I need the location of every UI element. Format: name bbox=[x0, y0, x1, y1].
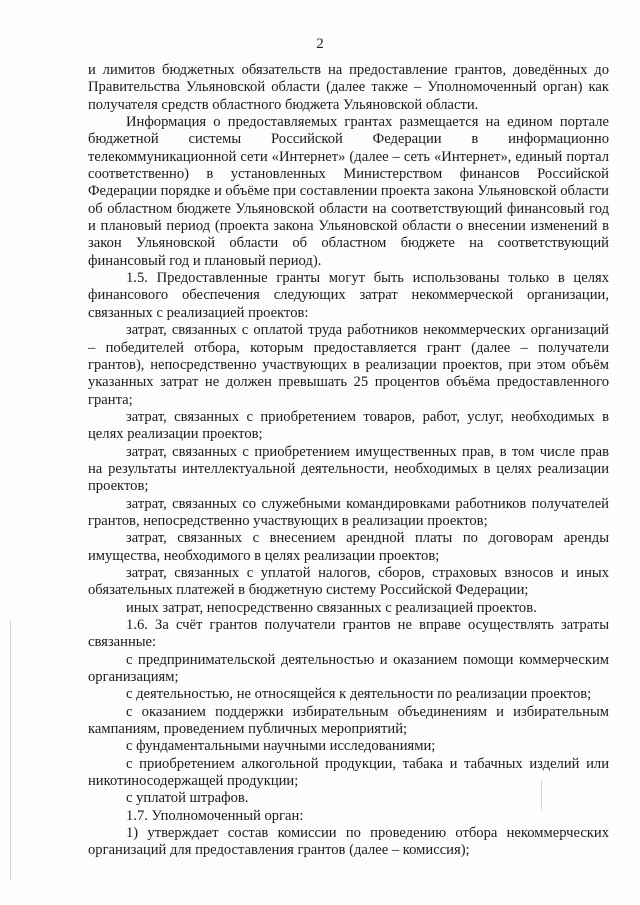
list-item: с уплатой штрафов. bbox=[126, 790, 249, 807]
list-item: затрат, связанных со служебными командировками работников получателей грантов, непосредственно участвующих в реализации проектов; bbox=[88, 495, 609, 529]
paragraph: и лимитов бюджетных обязательств на предоставление грантов, доведённых до Правительства Ульяновской области (далее также – Уполномоченный орган) как получателя средств областного бюджета Ульяновской области. bbox=[88, 62, 609, 113]
page-number: 2 bbox=[316, 36, 324, 52]
paragraph: Информация о предоставляемых грантах размещается на едином портале бюджетной системы Российской Федерации в информационно телекоммуникационной сети «Интернет» (далее – сеть «Интернет», единый портал соответственно) в установленных Министерством финансов Российской Федерации порядке и объёме при составлении проекта закона Ульяновской области об областном бюджете Ульяновской области на соответствующий финансовый год и плановый период (проекта закона Ульяновской области о внесении изменений в закон Ульяновской области об областном бюджете на соответствующий финансовый год и плановый период). bbox=[88, 114, 609, 269]
list-item: затрат, связанных с внесением арендной платы по договорам аренды имущества, необходимого в целях реализации проектов; bbox=[88, 530, 609, 564]
scan-artifact-line bbox=[541, 780, 542, 810]
list-item: иных затрат, непосредственно связанных с реализацией проектов. bbox=[126, 599, 537, 616]
list-item: затрат, связанных с оплатой труда работников некоммерческих организаций – победителей отбора, которым предоставляется грант (далее – получатели грантов), непосредственно участвующих в реализации проектов, при этом объём указанных затрат не должен превышать 25 процентов объёма предоставленного гранта; bbox=[88, 322, 609, 408]
section-1-6-paragraph: 1.6. За счёт грантов получатели грантов не вправе осуществлять затраты связанные: bbox=[88, 617, 609, 651]
section-1-7-paragraph: 1.7. Уполномоченный орган: bbox=[126, 807, 304, 824]
document-body bbox=[88, 62, 609, 860]
list-item: затрат, связанных с приобретением имущественных прав, в том числе прав на результаты интеллектуальной деятельности, необходимых в целях реализации проектов; bbox=[88, 443, 609, 495]
list-item: с приобретением алкогольной продукции, табака и табачных изделий или никотиносодержащей продукции; bbox=[88, 755, 609, 790]
section-1-5-paragraph: 1.5. Предоставленные гранты могут быть использованы только в целях финансового обеспечения следующих затрат некоммерческой организации, связанных с реализацией проектов: bbox=[88, 270, 609, 321]
list-item: затрат, связанных с уплатой налогов, сборов, страховых взносов и иных обязательных платежей в бюджетную систему Российской Федерации; bbox=[88, 564, 609, 599]
list-item: 1) утверждает состав комиссии по проведению отбора некоммерческих организаций для предоставления грантов (далее – комиссия); bbox=[88, 825, 609, 859]
list-item: затрат, связанных с приобретением товаров, работ, услуг, необходимых в целях реализации проектов; bbox=[88, 408, 609, 443]
list-item: с оказанием поддержки избирательным объединениям и избирательным кампаниям, проведением публичных мероприятий; bbox=[88, 703, 609, 738]
list-item: с деятельностью, не относящейся к деятельности по реализации проектов; bbox=[126, 686, 592, 703]
list-item: с предпринимательской деятельностью и оказанием помощи коммерческим организациям; bbox=[88, 651, 609, 686]
list-item: с фундаментальными научными исследованиями; bbox=[126, 738, 436, 755]
scan-artifact-line bbox=[10, 620, 11, 880]
